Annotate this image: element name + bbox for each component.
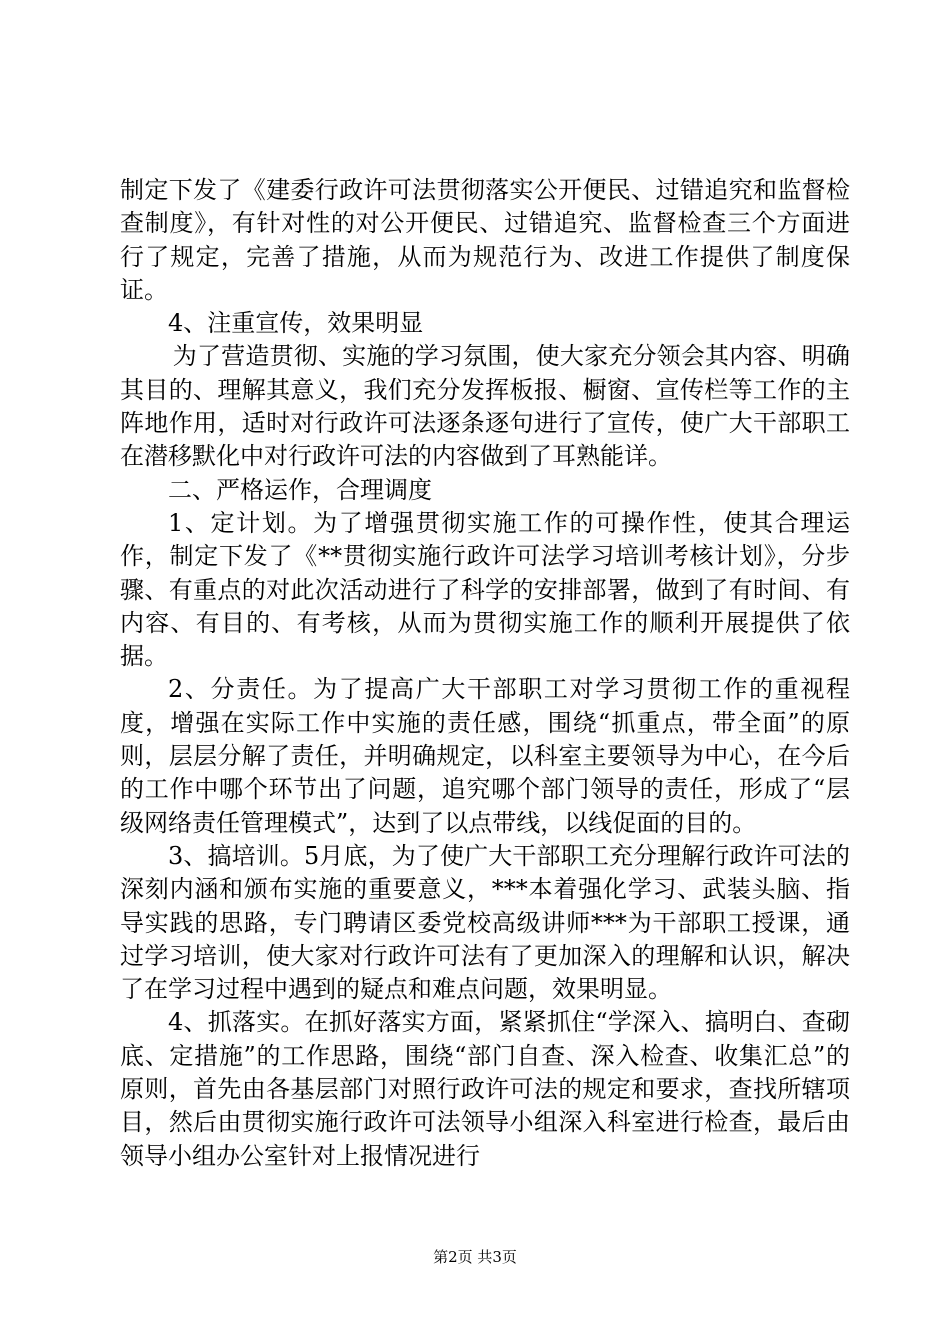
section-heading-publicity: 4、注重宣传，效果明显 (168, 309, 424, 338)
paragraph-implementation: 4、抓落实。在抓好落实方面，紧紧抓住“学深入、搞明白、查砌底、定措施”的工作思路，围绕“部门自查、深入检查、收集汇总”的原则，首先由各基层部门对照行政许可法的规定和要求，查找所辖项目，然后由贯彻实施行政许可法领导小组深入科室进行检查，最后由领导小组办公室针对上报情况进行 (120, 1008, 850, 1170)
section-heading-operation: 二、严格运作，合理调度 (168, 475, 432, 504)
document-body (120, 174, 850, 1173)
paragraph-publicity: 为了营造贯彻、实施的学习氛围，使大家充分领会其内容、明确其目的、理解其意义，我们充分发挥板报、橱窗、宣传栏等工作的主阵地作用，适时对行政许可法逐条逐句进行了宣传，使广大干部职工在潜移默化中对行政许可法的内容做到了耳熟能详。 (120, 342, 850, 471)
paragraph-continuation: 制定下发了《建委行政许可法贯彻落实公开便民、过错追究和监督检查制度》，有针对性的对公开便民、过错追究、监督检查三个方面进行了规定，完善了措施，从而为规范行为、改进工作提供了制度保证。 (120, 176, 850, 304)
page-footer: 第2页 共3页 (433, 1248, 517, 1266)
paragraph-plan: 1、定计划。为了增强贯彻实施工作的可操作性，使其合理运作，制定下发了《**贯彻实施行政许可法学习培训考核计划》，分步骤、有重点的对此次活动进行了科学的安排部署，做到了有时间、有内容、有目的、有考核，从而为贯彻实施工作的顺利开展提供了依据。 (120, 508, 850, 671)
paragraph-training: 3、搞培训。5月底，为了使广大干部职工充分理解行政许可法的深刻内涵和颁布实施的重要意义，***本着强化学习、武装头脑、指导实践的思路，专门聘请区委党校高级讲师***为干部职工授课，通过学习培训，使大家对行政许可法有了更加深入的理解和认识，解决了在学习过程中遇到的疑点和难点问题，效果明显。 (120, 841, 850, 1004)
paragraph-responsibility: 2、分责任。为了提高广大干部职工对学习贯彻工作的重视程度，增强在实际工作中实施的责任感，围绕“抓重点，带全面”的原则，层层分解了责任，并明确规定，以科室主要领导为中心，在今后的工作中哪个环节出了问题，追究哪个部门领导的责任，形成了“层级网络责任管理模式”，达到了以点带线，以线促面的目的。 (120, 675, 850, 837)
